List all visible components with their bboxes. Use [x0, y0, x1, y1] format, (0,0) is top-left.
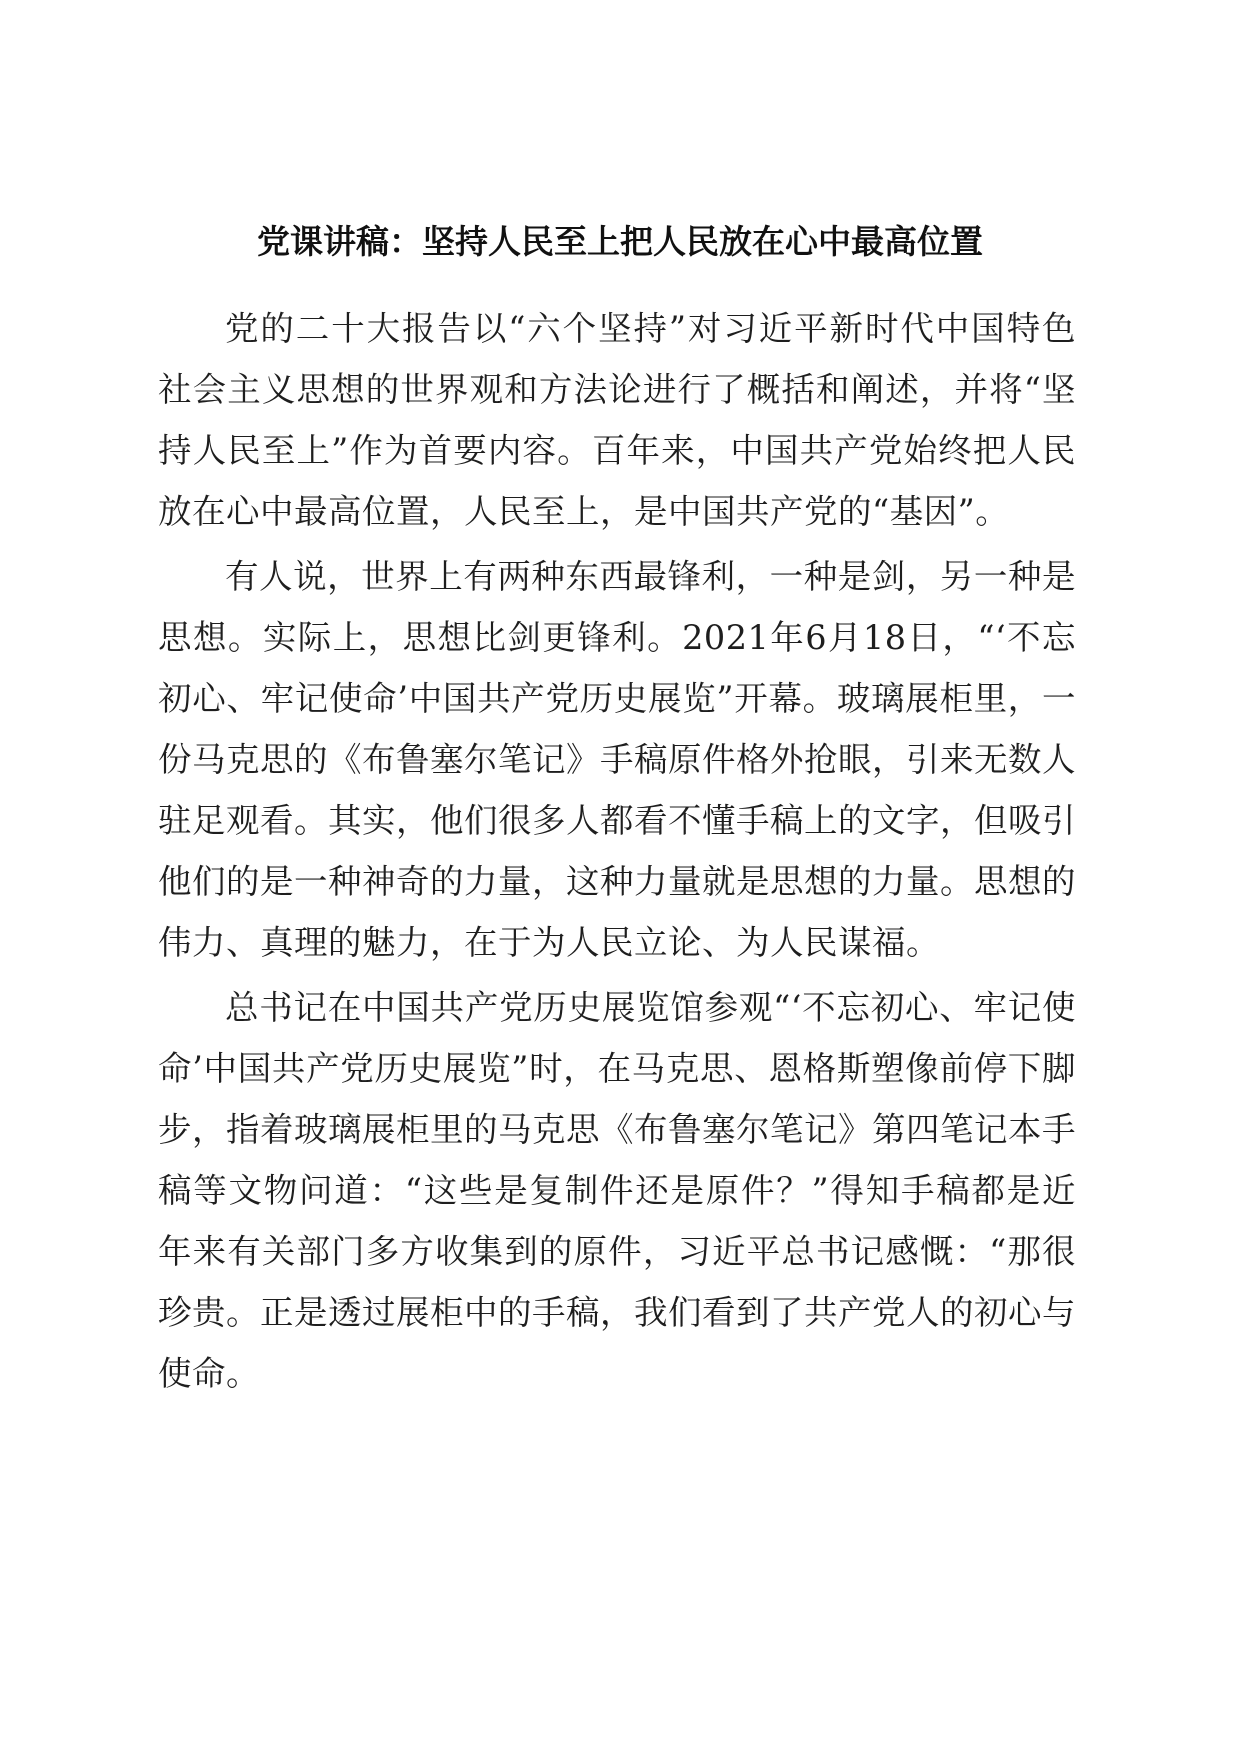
document-body [158, 298, 1076, 1408]
paragraph: 有人说，世界上有两种东西最锋利，一种是剑，另一种是思想。实际上，思想比剑更锋利。2021年6月18日，“‘不忘初心、牢记使命’中国共产党历史展览”开幕。玻璃展柜里，一份马克思的《布鲁塞尔笔记》手稿原件格外抢眼，引来无数人驻足观看。其实，他们很多人都看不懂手稿上的文字，但吸引他们的是一种神奇的力量，这种力量就是思想的力量。思想的伟力、真理的魅力，在于为人民立论、为人民谋福。 [158, 557, 1076, 962]
document-title: 党课讲稿：坚持人民至上把人民放在心中最高位置 [257, 222, 983, 261]
paragraph: 党的二十大报告以“六个坚持”对习近平新时代中国特色社会主义思想的世界观和方法论进行了概括和阐述，并将“坚持人民至上”作为首要内容。百年来，中国共产党始终把人民放在心中最高位置，人民至上，是中国共产党的“基因”。 [158, 309, 1076, 531]
paragraph: 总书记在中国共产党历史展览馆参观“‘不忘初心、牢记使命’中国共产党历史展览”时，在马克思、恩格斯塑像前停下脚步，指着玻璃展柜里的马克思《布鲁塞尔笔记》第四笔记本手稿等文物问道：“这些是复制件还是原件？”得知手稿都是近年来有关部门多方收集到的原件，习近平总书记感慨：“那很珍贵。正是透过展柜中的手稿，我们看到了共产党人的初心与使命。 [158, 988, 1076, 1393]
